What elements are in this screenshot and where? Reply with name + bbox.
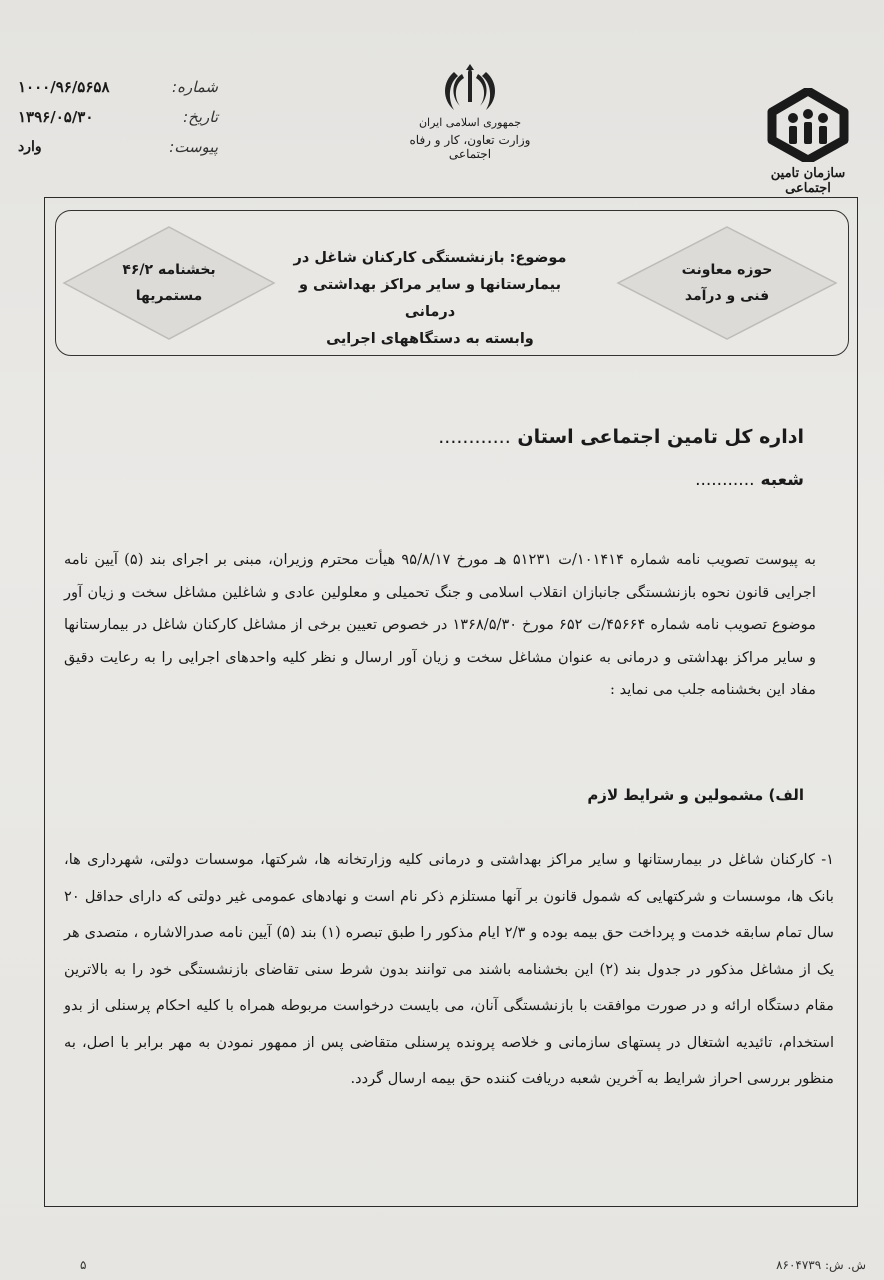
emblem-caption-ministry: وزارت تعاون، کار و رفاه اجتماعی (409, 133, 531, 161)
letter-date-row (18, 102, 218, 132)
subject-line1: موضوع: بازنشستگی کارکنان شاغل در (293, 250, 567, 266)
social-security-logo-icon (766, 88, 850, 162)
addressee-province (438, 426, 804, 448)
department-line1: حوزه معاونت (681, 262, 773, 278)
circular-number: بخشنامه ۴۶/۲ (122, 262, 216, 278)
addressee-province-text: اداره کل تامین اجتماعی استان (517, 426, 804, 448)
addressee-branch-dots: ........... (695, 470, 755, 490)
page-number: ۵ (80, 1258, 87, 1272)
letter-attachment-row (18, 132, 218, 162)
circular-category: مستمریها (135, 288, 203, 304)
section-heading: الف) مشمولین و شرایط لازم (587, 786, 804, 804)
serial-number: ش. ش: ۸۶۰۴۷۳۹ (776, 1258, 866, 1272)
letter-number-row (18, 72, 218, 102)
emblem-caption-country: جمهوری اسلامی ایران (418, 116, 522, 129)
addressee-branch-text: شعبه (760, 470, 804, 490)
letter-attachment-label: پیوست: (169, 138, 218, 156)
letter-meta (18, 72, 218, 162)
addressee-branch (695, 470, 804, 490)
department-line2: فنی و درآمد (684, 288, 770, 304)
circular-diamond (60, 224, 278, 342)
clause-1-paragraph: ۱- کارکنان شاغل در بیمارستانها و سایر مراکز بهداشتی و درمانی کلیه وزارتخانه ها، شرکتها، موسسات دولتی، شهرداری ها، بانک ها، موسسات و شرکتهایی که شمول قانون بر آنها مستلزم ذکر نام است و نهادهای عمومی غیر دولتی که دارای حداقل ۲۰ سال تمام سابقه خدمت و پرداخت حق بیمه بوده و ۲/۳ ایام مذکور را طبق تبصره (۱) بند (۵) آیین نامه صدرالاشاره ، متصدی هر یک از مشاغل مذکور در جدول بند (۲) این بخشنامه باشند می توانند بدون شرط سنی تقاضای بازنشستگی خود را به بالاترین مقام دستگاه ارائه و در صورت موافقت با بازنشستگی آنان، می بایست درخواست مربوطه همراه با کلیه احکام پرسنلی از بدو استخدام، تائیدیه اشتغال در پستهای سازمانی و خلاصه پرونده پرسنلی متقاضی پس از ممهور نمودن به مهر برابر با اصل، به منظور بررسی احراز شرایط به آخرین شعبه دریافت کننده حق بیمه ارسال گردد. (64, 851, 835, 1087)
letter-number-label: شماره: (172, 78, 218, 96)
letter-date-label: تاریخ: (183, 108, 218, 126)
intro-paragraph: به پیوست تصویب نامه شماره ۱۰۱۴۱۴/ت ۵۱۲۳۱ هـ مورخ ۹۵/۸/۱۷ هیأت محترم وزیران، مبنی بر اجرای بند (۵) آیین نامه اجرایی قانون نحوه بازنشستگی جانبازان انقلاب اسلامی و جنگ تحمیلی و معلولین عادی و شاغلین مشاغل سخت و زیان آور موضوع تصویب نامه شماره ۴۵۶۶۴/ت ۶۵۲ مورخ ۱۳۶۸/۵/۳۰ در خصوص تعیین برخی از مشاغل کارکنان شاغل در بیمارستانها و سایر مراکز بهداشتی و درمانی به عنوان مشاغل سخت و زیان آور ارسال و نظر کلیه واحدهای اجرایی را به رعایت دقیق مفاد این بخشنامه جلب می نماید : (64, 551, 816, 698)
letter-date-value: ۱۳۹۶/۰۵/۳۰ (18, 108, 94, 126)
subject-line3: وابسته به دستگاههای اجرایی (326, 331, 534, 347)
subject-text (280, 245, 580, 353)
subject-line2: بیمارستانها و سایر مراکز بهداشتی و درمانی (298, 277, 562, 320)
department-diamond (614, 224, 840, 342)
addressee-province-dots: ............ (438, 426, 511, 448)
iran-emblem (400, 62, 540, 161)
letter-attachment-value: وارد (18, 139, 42, 155)
iran-emblem-icon (440, 62, 500, 114)
organization-name: سازمان تامین اجتماعی (770, 166, 846, 196)
letter-number-value: ۱۰۰۰/۹۶/۵۶۵۸ (18, 78, 110, 96)
organization-logo (758, 88, 858, 196)
